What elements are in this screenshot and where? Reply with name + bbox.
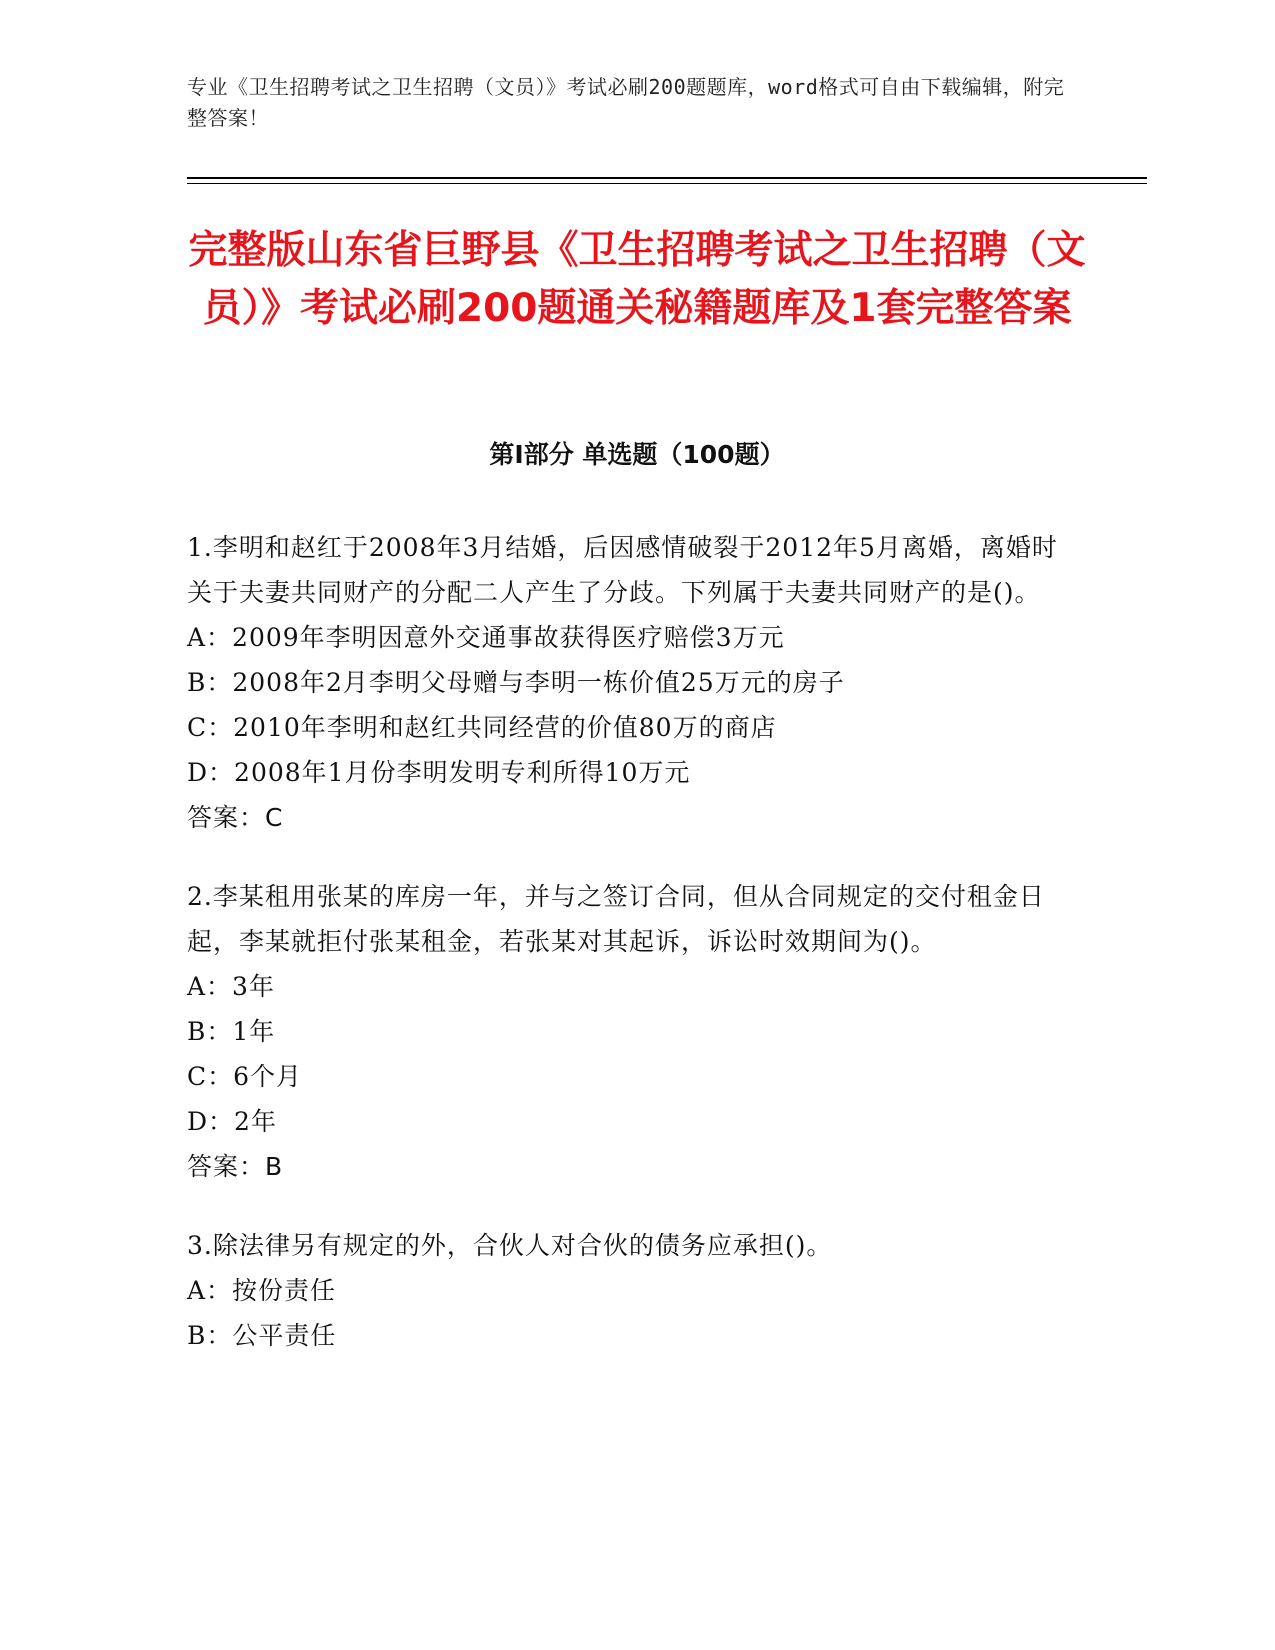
question-3 (187, 1223, 1067, 1358)
question-list (187, 525, 1067, 1392)
option-a: A：3年 (187, 972, 275, 1001)
option-d: D：2年 (187, 1107, 277, 1136)
question-2 (187, 874, 1067, 1189)
header-rule-thick (187, 177, 1147, 179)
option-d: D：2008年1月份李明发明专利所得10万元 (187, 758, 691, 787)
question-1 (187, 525, 1067, 840)
option-c: C：2010年李明和赵红共同经营的价值80万的商店 (187, 713, 777, 742)
question-stem: 3.除法律另有规定的外，合伙人对合伙的债务应承担()。 (187, 1231, 833, 1260)
option-c: C：6个月 (187, 1062, 303, 1091)
answer: 答案：C (187, 803, 284, 832)
header-rule-thin (187, 183, 1147, 184)
option-b: B：1年 (187, 1017, 276, 1046)
document-title: 完整版山东省巨野县《卫生招聘考试之卫生招聘（文员）》考试必刷200题通关秘籍题库及1套完整答案 (188, 228, 1086, 331)
option-b: B：2008年2月李明父母赠与李明一栋价值25万元的房子 (187, 668, 845, 697)
option-a: A：2009年李明因意外交通事故获得医疗赔偿3万元 (187, 623, 785, 652)
option-a: A：按份责任 (187, 1276, 337, 1305)
answer: 答案：B (187, 1152, 284, 1181)
question-stem: 2.李某租用张某的库房一年，并与之签订合同，但从合同规定的交付租金日起，李某就拒付张某租金，若张某对其起诉，诉讼时效期间为()。 (187, 882, 1045, 956)
section-title: 第Ⅰ部分 单选题（100题） (489, 440, 785, 469)
header-note: 专业《卫生招聘考试之卫生招聘（文员）》考试必刷200题题库，word格式可自由下载编辑，附完整答案！ (187, 75, 1065, 130)
question-stem: 1.李明和赵红于2008年3月结婚，后因感情破裂于2012年5月离婚，离婚时关于夫妻共同财产的分配二人产生了分歧。下列属于夫妻共同财产的是()。 (187, 533, 1058, 607)
option-b: B：公平责任 (187, 1321, 337, 1350)
